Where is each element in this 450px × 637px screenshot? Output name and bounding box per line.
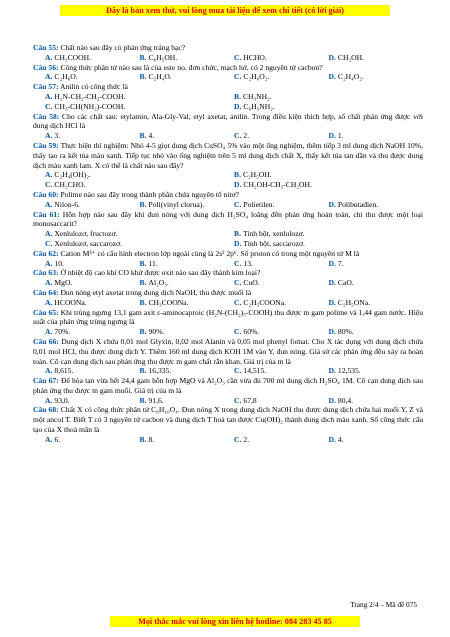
answer-option (45, 229, 234, 239)
option-letter: C. (234, 327, 242, 337)
question-text: Polime nào sau đây trong thành phần chứa nguyên tố nitơ? (60, 189, 239, 199)
option-letter: B. (139, 199, 147, 209)
question-item (33, 43, 423, 63)
option-letter: C. (234, 131, 242, 141)
question-number: Câu 57: (33, 82, 59, 92)
option-text: 91,6. (148, 395, 164, 405)
answer-option (329, 366, 424, 376)
option-letter: D. (328, 72, 336, 82)
option-letter: A. (45, 434, 53, 444)
question-number: Câu 65: (33, 307, 59, 317)
option-letter: A. (45, 72, 53, 82)
option-letter: B. (139, 395, 147, 405)
option-text: 13. (243, 258, 253, 268)
answer-option (140, 259, 235, 269)
answer-option (140, 327, 235, 337)
option-letter: D. (328, 258, 336, 268)
question-number: Câu 55: (33, 43, 59, 52)
option-letter: A. (45, 278, 53, 288)
option-text: C₆H₅NH₂. (243, 101, 275, 111)
question-text: Chất nào sau đây có phản ứng tráng bạc? (60, 43, 186, 52)
answer-option (329, 327, 424, 337)
question-item (33, 376, 423, 405)
option-text: 60%. (243, 327, 260, 337)
answer-options (33, 229, 423, 249)
option-letter: D. (234, 180, 242, 190)
answer-option (234, 259, 329, 269)
question-item (33, 288, 423, 308)
answer-option (45, 298, 140, 308)
option-letter: A. (45, 258, 53, 268)
option-text: CH₃COOH. (54, 52, 92, 62)
option-letter: A. (45, 229, 53, 239)
answer-options (33, 170, 423, 190)
option-letter: B. (234, 170, 241, 180)
option-letter: C. (234, 278, 242, 288)
option-text: 93,0. (54, 395, 70, 405)
answer-option (234, 278, 329, 288)
question-number: Câu 58: (33, 111, 60, 121)
answer-option (234, 435, 329, 445)
option-letter: B. (234, 91, 241, 101)
option-letter: D. (234, 238, 242, 248)
option-letter: C. (234, 434, 242, 444)
option-letter: C. (234, 72, 242, 82)
question-text: Hỗn hợp nào sau đây khi đun nóng với dung dịch H₂SO₄ loãng đến phản ứng hoàn toàn, chỉ thu được một loại monosaccarit? (33, 209, 424, 229)
option-text: 14,515. (243, 366, 267, 376)
option-text: 8,615. (54, 366, 74, 376)
option-text: Al₂O₃. (148, 278, 169, 288)
option-text: C₂H₆O₂. (243, 72, 270, 82)
answer-options (33, 298, 423, 308)
option-letter: A. (45, 52, 53, 62)
option-letter: A. (45, 327, 53, 337)
option-text: Tinh bột, saccarozơ. (243, 238, 305, 248)
option-letter: D. (234, 101, 242, 111)
option-text: C₂H₅ONa. (337, 297, 370, 307)
question-item (33, 308, 423, 337)
question-item (33, 190, 423, 210)
question-item (33, 337, 423, 376)
option-text: Nilon-6. (54, 199, 80, 209)
option-text: 8. (148, 434, 155, 444)
answer-option (45, 239, 234, 249)
option-text: C₂H₄O₂. (337, 72, 364, 82)
answer-option (45, 278, 140, 288)
option-text: CH₃OH. (337, 52, 364, 62)
answer-option (140, 72, 235, 82)
answer-option (234, 239, 423, 249)
option-text: 4. (148, 131, 155, 141)
preview-banner: Đây là bản xem thử, vui lòng mua tài liệu để xem chi tiết (có lời giải) (60, 5, 390, 16)
option-text: 90%. (148, 327, 165, 337)
option-text: MgO. (54, 278, 73, 288)
answer-option (329, 72, 424, 82)
answer-option (45, 92, 234, 102)
option-text: C₆H₅OH. (148, 52, 178, 62)
answer-options (33, 396, 423, 406)
option-letter: A. (45, 170, 53, 180)
option-letter: C. (234, 258, 242, 268)
question-text: Thực hiện thí nghiệm: Nhỏ 4-5 giọt dung dịch CuSO₄ 5% vào một ống nghiệm, thêm tiếp 3 ml dung dịch NaOH 10%, thấy tạo ra kết tủa màu xanh. Tiếp tục nhỏ vào ống nghiệm trên 5 ml dung dịch chất X, thấy kết tủa tan dần và thu được dung dịch màu xanh lam. X có thể là chất nào sau đây? (33, 140, 423, 170)
option-text: Xenlulozơ, fructozơ. (54, 229, 118, 239)
option-letter: B. (234, 229, 241, 239)
option-letter: D. (328, 278, 336, 288)
hotline-banner: Mọi thắc mắc vui lòng xin liên hệ hotline: 084 283 45 85 (110, 616, 360, 627)
question-text: Cho các chất sau: etylamin, Ala-Gly-Val, etyl axetat, anilin. Trong điều kiện thích hợp, số chất phản ứng được với dung dịch HCl là (33, 111, 423, 131)
question-text: Dung dịch X chứa 0,01 mol Glyxin, 0,02 mol Alanin và 0,05 mol phenyl fomat. Cho X tác dụng với dung dịch chứa 0,01 mol HCl, thu được dung dịch Y. Thêm 160 ml dung dịch KOH 1M vào Y, đun nóng. Giả sử các phản ứng đều xảy ra hoàn toàn. Cô cạn dung dịch sau phản ứng thu được m gam chất rắn khan. Giá trị của m là (33, 336, 423, 366)
option-text: 3. (54, 131, 61, 141)
answer-option (45, 435, 140, 445)
question-item (33, 141, 423, 190)
answer-option (45, 102, 234, 112)
option-text: 6. (54, 434, 61, 444)
option-text: HCOONa. (54, 297, 87, 307)
answer-options (33, 131, 423, 141)
option-text: 10. (54, 258, 64, 268)
answer-option (329, 131, 424, 141)
question-list (33, 43, 423, 445)
answer-option (45, 396, 140, 406)
answer-options (33, 366, 423, 376)
option-text: C₂H₅OH. (242, 170, 272, 180)
answer-option (234, 180, 423, 190)
answer-option (45, 200, 140, 210)
option-text: CuO. (243, 278, 260, 288)
question-text: Đun nóng etyl axetat trong dung dịch NaOH, thu được muối là (60, 287, 252, 297)
option-letter: D. (328, 52, 336, 62)
answer-option (234, 327, 329, 337)
question-item (33, 268, 423, 288)
option-letter: B. (139, 131, 147, 141)
option-letter: C. (234, 395, 242, 405)
answer-option (140, 396, 235, 406)
answer-options (33, 435, 423, 445)
question-item (33, 210, 423, 249)
option-letter: C. (234, 52, 242, 62)
option-text: 2. (243, 434, 250, 444)
option-text: C₂H₄O. (148, 72, 172, 82)
question-text: Để hòa tan vừa hết 24,4 gam hỗn hợp MgO và Al₂O₃ cần vừa đủ 700 ml dung dịch H₂SO₄ 1M. Cô cạn dung dịch sau phản ứng thu được m gam muối. Giá trị của m là (33, 376, 423, 395)
option-letter: C. (234, 366, 242, 376)
question-number: Câu 67: (33, 376, 59, 386)
question-text: Cation M³⁺ có cấu hình electron lớp ngoài cùng là 2s² 2p⁶. Số proton có trong một nguyên tử M là (60, 248, 360, 258)
option-text: 80,4. (337, 395, 354, 405)
option-text: C₂H₆O. (54, 72, 78, 82)
option-letter: D. (328, 327, 336, 337)
answer-option (140, 298, 235, 308)
answer-option (234, 131, 329, 141)
answer-option (234, 298, 329, 308)
answer-option (140, 366, 235, 376)
answer-option (234, 92, 423, 102)
option-text: Tinh bột, xenlulozơ. (242, 229, 305, 239)
answer-option (45, 131, 140, 141)
option-letter: A. (45, 297, 53, 307)
option-text: 2. (243, 131, 250, 141)
answer-option (140, 278, 235, 288)
answer-options (33, 200, 423, 210)
answer-option (329, 298, 424, 308)
answer-option (329, 435, 424, 445)
option-letter: A. (45, 199, 53, 209)
option-text: 4. (337, 434, 344, 444)
option-text: 80%. (337, 327, 354, 337)
question-number: Câu 66: (33, 336, 59, 346)
option-text: Xenlulozơ, saccarozơ. (54, 238, 123, 248)
answer-option (234, 53, 329, 63)
answer-option (329, 259, 424, 269)
option-text: 11. (148, 258, 158, 268)
option-letter: B. (139, 72, 147, 82)
option-text: 16,335. (148, 366, 172, 376)
option-letter: A. (45, 366, 53, 376)
page-footer: Trang 2/4 – Mã đề 075 (350, 600, 417, 609)
question-item (33, 63, 423, 83)
option-text: 12,535. (337, 366, 361, 376)
option-text: 70%. (54, 327, 71, 337)
option-text: CH₃COONa. (148, 297, 189, 307)
answer-option (45, 366, 140, 376)
question-item (33, 249, 423, 269)
option-text: Polietilen. (243, 199, 275, 209)
option-text: C₂H₄(OH)₂. (54, 170, 91, 180)
option-letter: D. (328, 434, 336, 444)
option-letter: C. (45, 180, 53, 190)
answer-options (33, 278, 423, 288)
option-text: H₂N-CH₂-CH₂-COOH. (54, 91, 126, 101)
question-number: Câu 56: (33, 62, 59, 72)
option-letter: C. (234, 199, 242, 209)
answer-option (329, 396, 424, 406)
answer-option (329, 200, 424, 210)
question-number: Câu 64: (33, 287, 59, 297)
option-letter: A. (45, 395, 53, 405)
option-text: Poli(vinyl clorua). (148, 199, 205, 209)
answer-option (45, 53, 140, 63)
question-number: Câu 68: (33, 405, 59, 415)
option-letter: D. (328, 366, 336, 376)
question-number: Câu 61: (33, 209, 60, 219)
option-letter: D. (328, 297, 336, 307)
question-number: Câu 60: (33, 189, 59, 199)
option-letter: C. (45, 238, 53, 248)
answer-option (140, 53, 235, 63)
question-text: Khi trùng ngưng 13,1 gam axit ε-aminocaproic (H₂N-(CH₂)₅-COOH) thu được m gam polime và 1,44 gam nước. Hiệu suất của phản ứng trùng ngưng là (33, 307, 424, 327)
answer-option (234, 72, 329, 82)
option-text: CH₃-CH(NH₂)-COOH. (54, 101, 126, 111)
answer-option (45, 180, 234, 190)
question-number: Câu 63: (33, 268, 59, 278)
option-text: 67,8 (243, 395, 257, 405)
option-text: Polibutađien. (337, 199, 379, 209)
option-text: CH₃NH₂. (242, 91, 272, 101)
option-text: CH₃CHO. (54, 180, 86, 190)
option-letter: C. (234, 297, 242, 307)
answer-options (33, 92, 423, 112)
option-letter: A. (45, 91, 53, 101)
answer-option (234, 229, 423, 239)
question-item (33, 112, 423, 141)
answer-options (33, 53, 423, 63)
option-letter: D. (328, 395, 336, 405)
option-letter: B. (139, 366, 147, 376)
option-letter: D. (328, 199, 336, 209)
option-text: HCHO. (243, 52, 267, 62)
question-text: Anilin có công thức là (60, 82, 128, 92)
question-number: Câu 59: (33, 140, 59, 150)
question-text: Công thức phân tử nào sau là của este no, đơn chức, mạch hở, có 2 nguyên tử cacbon? (60, 62, 323, 72)
answer-option (45, 259, 140, 269)
answer-option (45, 72, 140, 82)
option-letter: B. (139, 278, 147, 288)
question-item (33, 82, 423, 111)
question-text: Ở nhiệt độ cao khí CO khử được oxit nào sau đây thành kim loại? (60, 268, 261, 278)
option-letter: C. (45, 101, 53, 111)
answer-option (234, 366, 329, 376)
option-text: CH₂OH-CH₂-CH₂OH. (243, 180, 312, 190)
answer-option (234, 200, 329, 210)
answer-option (234, 170, 423, 180)
answer-option (45, 170, 234, 180)
option-text: C₂H₅COONa. (243, 297, 287, 307)
answer-option (234, 396, 329, 406)
option-text: 1. (337, 131, 344, 141)
option-letter: B. (139, 434, 147, 444)
option-letter: A. (45, 131, 53, 141)
option-text: CaO. (337, 278, 354, 288)
answer-option (329, 278, 424, 288)
option-letter: D. (328, 131, 336, 141)
option-letter: B. (139, 297, 147, 307)
question-text: Chất X có công thức phân tử C₆H₁₀O₄. Đun nóng X trong dung dịch NaOH thu được dung dịch chứa hai muối Y, Z và một ancol T. Biết T có 3 nguyên tử cacbon và dung dịch T hoà tan được Cu(OH)₂ thành dung dịch màu xanh. Số công thức cấu tạo của X thoả mãn là (33, 405, 423, 435)
answer-option (140, 200, 235, 210)
option-letter: B. (139, 327, 147, 337)
question-number: Câu 62: (33, 248, 59, 258)
option-letter: B. (139, 258, 147, 268)
answer-option (140, 435, 235, 445)
answer-option (234, 102, 423, 112)
answer-options (33, 72, 423, 82)
question-item (33, 405, 423, 444)
answer-option (329, 53, 424, 63)
answer-options (33, 259, 423, 269)
answer-option (45, 327, 140, 337)
answer-option (140, 131, 235, 141)
option-letter: B. (139, 52, 147, 62)
option-text: 7. (337, 258, 344, 268)
answer-options (33, 327, 423, 337)
